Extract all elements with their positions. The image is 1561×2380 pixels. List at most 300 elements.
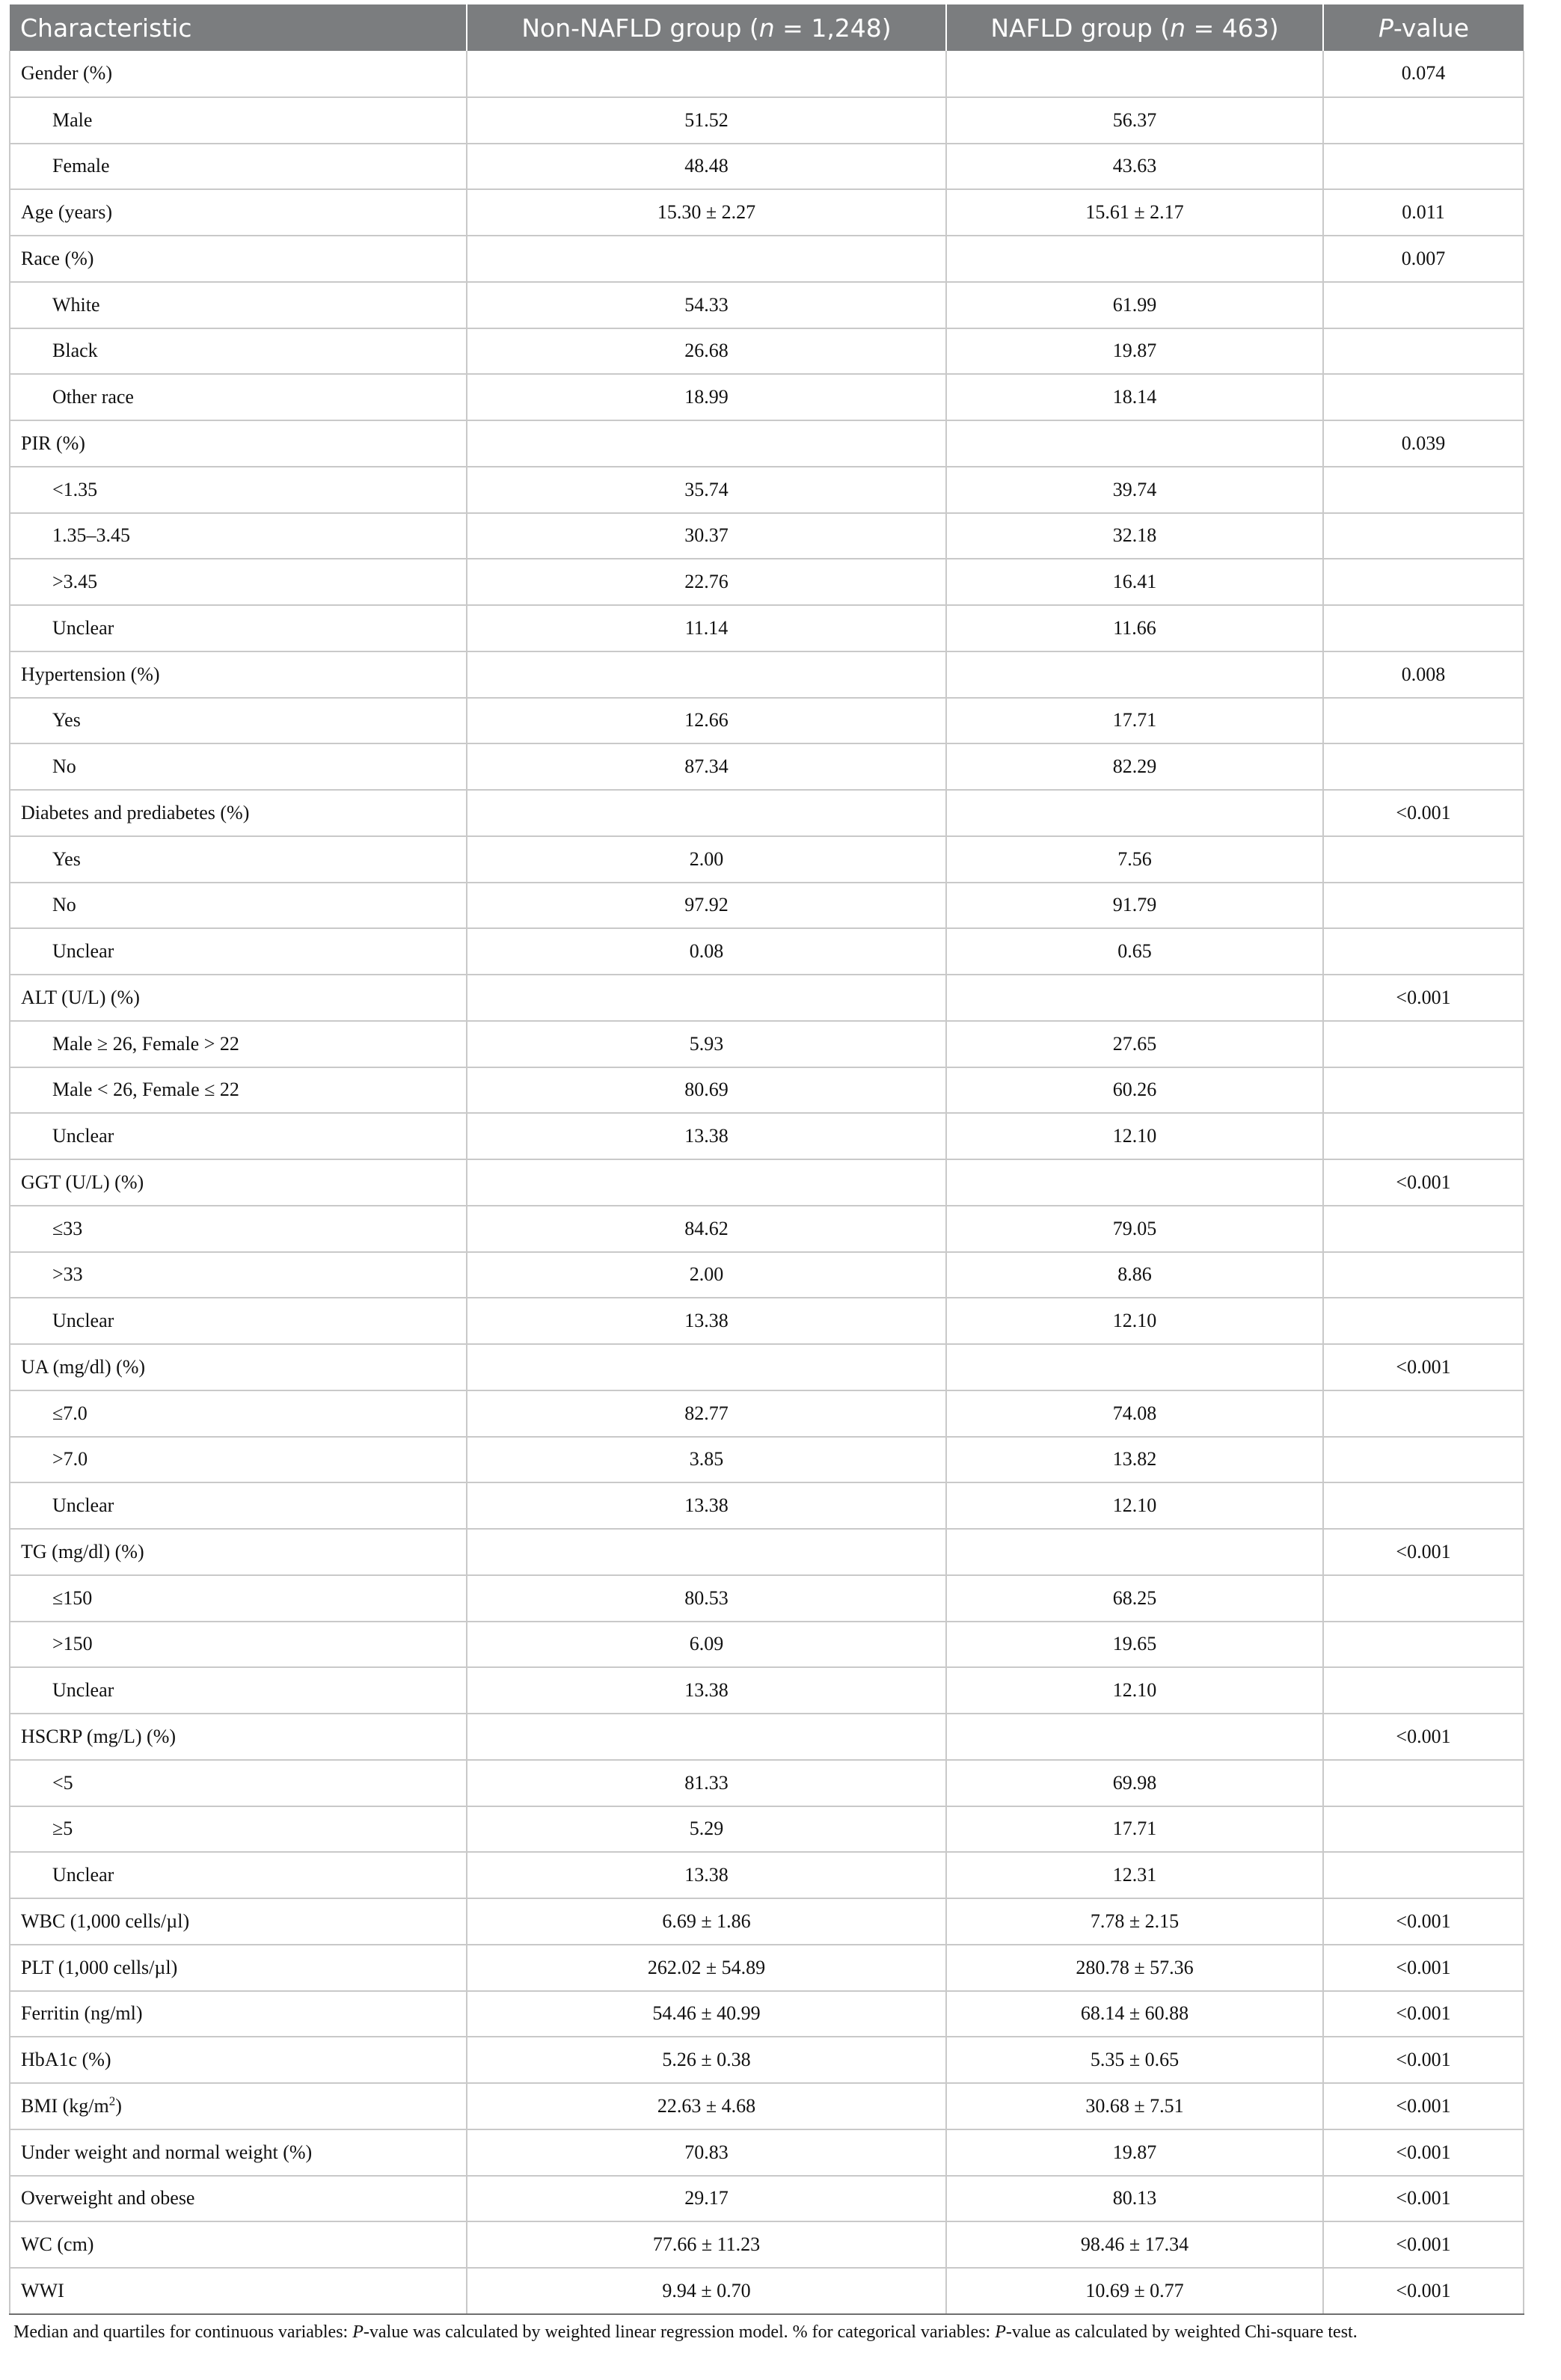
- p-value: [1323, 1252, 1524, 1298]
- nafld-value: 30.68 ± 7.51: [946, 2083, 1323, 2129]
- p-value: [1323, 1482, 1524, 1529]
- p-value: [1323, 605, 1524, 651]
- table-row: [10, 1482, 1524, 1529]
- row-label-text: Under weight and normal weight (%): [21, 2141, 313, 2163]
- non-nafld-value: 15.30 ± 2.27: [467, 189, 946, 236]
- non-nafld-value: 80.69: [467, 1067, 946, 1114]
- non-nafld-value: [467, 1714, 946, 1760]
- p-value: [1323, 1298, 1524, 1344]
- row-label-text: >33: [52, 1263, 83, 1286]
- row-label: [10, 1298, 467, 1344]
- row-label: [10, 1852, 467, 1898]
- nafld-value: [946, 1344, 1323, 1390]
- non-nafld-value: 97.92: [467, 883, 946, 929]
- table-row: [10, 1760, 1524, 1806]
- nafld-value: 12.31: [946, 1852, 1323, 1898]
- row-label: [10, 836, 467, 883]
- non-nafld-value: 13.38: [467, 1852, 946, 1898]
- p-value: [1323, 1437, 1524, 1483]
- nafld-value: 11.66: [946, 605, 1323, 651]
- table-row: [10, 513, 1524, 559]
- row-label: [10, 605, 467, 651]
- nafld-value: 13.82: [946, 1437, 1323, 1483]
- row-label-text: Yes: [52, 847, 81, 870]
- row-label: [10, 1252, 467, 1298]
- row-label-text: PLT (1,000 cells/µl): [21, 1956, 178, 1978]
- table-row: [10, 1390, 1524, 1437]
- non-nafld-value: 2.00: [467, 1252, 946, 1298]
- table-row: [10, 1991, 1524, 2037]
- table-row: [10, 1667, 1524, 1714]
- row-label: [10, 1898, 467, 1945]
- header-non-nafld-prefix: Non-NAFLD group (: [521, 13, 759, 43]
- p-value: [1323, 97, 1524, 144]
- header-nafld: [946, 4, 1323, 51]
- table-row: [10, 2129, 1524, 2176]
- non-nafld-value: [467, 975, 946, 1021]
- p-value: [1323, 1067, 1524, 1114]
- non-nafld-value: 6.69 ± 1.86: [467, 1898, 946, 1945]
- row-label: [10, 513, 467, 559]
- p-value: <0.001: [1323, 2037, 1524, 2083]
- row-label-text: ≥5: [52, 1818, 73, 1840]
- p-value: [1323, 1113, 1524, 1159]
- non-nafld-value: 0.08: [467, 928, 946, 975]
- nafld-value: 68.14 ± 60.88: [946, 1991, 1323, 2037]
- non-nafld-value: [467, 51, 946, 97]
- nafld-value: 79.05: [946, 1206, 1323, 1252]
- row-label-text: No: [52, 755, 76, 778]
- row-label-text: ≤7.0: [52, 1402, 88, 1424]
- row-label-text: HbA1c (%): [21, 2049, 111, 2071]
- table-row: [10, 790, 1524, 836]
- table-row: [10, 189, 1524, 236]
- table-row: [10, 420, 1524, 467]
- row-label-text: >7.0: [52, 1448, 88, 1470]
- row-label-text: Ferritin (ng/ml): [21, 2002, 143, 2025]
- table-row: [10, 883, 1524, 929]
- nafld-value: 27.65: [946, 1021, 1323, 1067]
- row-label-text: <1.35: [52, 478, 98, 500]
- header-p-value: [1323, 4, 1524, 51]
- table-row: [10, 328, 1524, 375]
- footnote-part2: -value was calculated by weighted linear regression model. % for categorical variables:: [363, 2322, 996, 2342]
- row-label-text: Unclear: [52, 616, 114, 639]
- nafld-value: 56.37: [946, 97, 1323, 144]
- row-label: [10, 189, 467, 236]
- footnote-p2: P: [995, 2322, 1006, 2342]
- p-value: [1323, 559, 1524, 605]
- table-row: [10, 1529, 1524, 1575]
- p-value: [1323, 1390, 1524, 1437]
- row-label: [10, 1021, 467, 1067]
- p-value: [1323, 836, 1524, 883]
- row-label: [10, 1529, 467, 1575]
- nafld-value: 18.14: [946, 374, 1323, 420]
- nafld-value: [946, 1714, 1323, 1760]
- non-nafld-value: [467, 651, 946, 698]
- row-label-after: ): [115, 2094, 122, 2117]
- row-label: [10, 698, 467, 744]
- row-label-text: >150: [52, 1633, 93, 1655]
- table-row: [10, 2037, 1524, 2083]
- row-label-text: Gender (%): [21, 62, 112, 85]
- nafld-value: 61.99: [946, 282, 1323, 328]
- p-value: <0.001: [1323, 1529, 1524, 1575]
- p-value: [1323, 282, 1524, 328]
- row-label: [10, 1437, 467, 1483]
- table-row: [10, 1298, 1524, 1344]
- nafld-value: 80.13: [946, 2176, 1323, 2222]
- table-header-row: [10, 4, 1524, 51]
- table-row: [10, 559, 1524, 605]
- row-label: [10, 467, 467, 513]
- header-non-nafld-suffix: = 1,248): [774, 13, 892, 43]
- row-label: [10, 1760, 467, 1806]
- row-label-text: Other race: [52, 386, 134, 408]
- table-row: [10, 1575, 1524, 1622]
- nafld-value: [946, 975, 1323, 1021]
- non-nafld-value: [467, 1344, 946, 1390]
- table-row: [10, 1252, 1524, 1298]
- row-label-text: Diabetes and prediabetes (%): [21, 801, 250, 824]
- table-body: [10, 51, 1524, 2314]
- non-nafld-value: 29.17: [467, 2176, 946, 2222]
- nafld-value: 12.10: [946, 1482, 1323, 1529]
- row-label-text: Black: [52, 340, 98, 362]
- p-value: <0.001: [1323, 790, 1524, 836]
- nafld-value: 12.10: [946, 1667, 1323, 1714]
- row-label-text: Hypertension (%): [21, 663, 160, 685]
- nafld-value: 32.18: [946, 513, 1323, 559]
- nafld-value: 12.10: [946, 1113, 1323, 1159]
- non-nafld-value: [467, 420, 946, 467]
- table-row: [10, 928, 1524, 975]
- non-nafld-value: 2.00: [467, 836, 946, 883]
- row-label: [10, 282, 467, 328]
- table-row: [10, 1714, 1524, 1760]
- non-nafld-value: [467, 1159, 946, 1206]
- non-nafld-value: 26.68: [467, 328, 946, 375]
- row-label-text: Unclear: [52, 940, 114, 963]
- nafld-value: 39.74: [946, 467, 1323, 513]
- p-value: [1323, 374, 1524, 420]
- non-nafld-value: [467, 790, 946, 836]
- non-nafld-value: 5.29: [467, 1806, 946, 1853]
- p-value: <0.001: [1323, 1945, 1524, 1991]
- row-label: [10, 51, 467, 97]
- row-label: [10, 236, 467, 282]
- non-nafld-value: 22.76: [467, 559, 946, 605]
- table-row: [10, 1206, 1524, 1252]
- p-value: 0.011: [1323, 189, 1524, 236]
- row-label: [10, 743, 467, 790]
- nafld-value: 74.08: [946, 1390, 1323, 1437]
- row-label: [10, 1344, 467, 1390]
- table-row: [10, 2268, 1524, 2314]
- table-row: [10, 743, 1524, 790]
- table-row: [10, 282, 1524, 328]
- p-value: <0.001: [1323, 2176, 1524, 2222]
- p-value: <0.001: [1323, 1714, 1524, 1760]
- table-row: [10, 1852, 1524, 1898]
- row-label: [10, 1206, 467, 1252]
- table-row: [10, 236, 1524, 282]
- row-label: [10, 1667, 467, 1714]
- table-row: [10, 467, 1524, 513]
- row-label-text: No: [52, 894, 76, 916]
- non-nafld-value: 18.99: [467, 374, 946, 420]
- non-nafld-value: 3.85: [467, 1437, 946, 1483]
- nafld-value: 69.98: [946, 1760, 1323, 1806]
- row-label-text: WWI: [21, 2279, 64, 2301]
- nafld-value: [946, 651, 1323, 698]
- row-label-text: Overweight and obese: [21, 2187, 195, 2209]
- row-label-text: Unclear: [52, 1494, 114, 1517]
- table-row: [10, 2083, 1524, 2129]
- header-p-suffix: -value: [1393, 13, 1470, 43]
- non-nafld-value: 87.34: [467, 743, 946, 790]
- row-label: [10, 144, 467, 190]
- nafld-value: 91.79: [946, 883, 1323, 929]
- row-label: [10, 2268, 467, 2314]
- non-nafld-value: 51.52: [467, 97, 946, 144]
- non-nafld-value: 13.38: [467, 1667, 946, 1714]
- nafld-value: 16.41: [946, 559, 1323, 605]
- nafld-value: 8.86: [946, 1252, 1323, 1298]
- nafld-value: 0.65: [946, 928, 1323, 975]
- non-nafld-value: [467, 1529, 946, 1575]
- p-value: [1323, 928, 1524, 975]
- table-row: [10, 1898, 1524, 1945]
- nafld-value: [946, 1159, 1323, 1206]
- non-nafld-value: 5.26 ± 0.38: [467, 2037, 946, 2083]
- header-non-nafld-n: n: [758, 13, 775, 43]
- p-value: [1323, 467, 1524, 513]
- non-nafld-value: 48.48: [467, 144, 946, 190]
- p-value: 0.007: [1323, 236, 1524, 282]
- row-label: [10, 790, 467, 836]
- footnote-part1: Median and quartiles for continuous variables:: [13, 2322, 353, 2342]
- row-label: [10, 2129, 467, 2176]
- p-value: [1323, 743, 1524, 790]
- row-label-text: Age (years): [21, 201, 112, 224]
- row-label-text: >3.45: [52, 571, 98, 593]
- table-row: [10, 1622, 1524, 1668]
- non-nafld-value: 82.77: [467, 1390, 946, 1437]
- nafld-value: [946, 790, 1323, 836]
- p-value: [1323, 144, 1524, 190]
- table-row: [10, 836, 1524, 883]
- row-label-text: Male ≥ 26, Female > 22: [52, 1032, 239, 1055]
- table-row: [10, 1113, 1524, 1159]
- characteristics-table: [9, 4, 1524, 2315]
- table-row: [10, 605, 1524, 651]
- table-row: [10, 1806, 1524, 1853]
- header-characteristic: Characteristic: [10, 4, 467, 51]
- non-nafld-value: 9.94 ± 0.70: [467, 2268, 946, 2314]
- non-nafld-value: 12.66: [467, 698, 946, 744]
- table-row: [10, 144, 1524, 190]
- row-label: [10, 2083, 467, 2129]
- header-p-italic: P: [1378, 13, 1393, 43]
- row-label: [10, 1482, 467, 1529]
- row-label: [10, 1113, 467, 1159]
- non-nafld-value: 81.33: [467, 1760, 946, 1806]
- table-row: [10, 1159, 1524, 1206]
- table-row: [10, 1945, 1524, 1991]
- nafld-value: [946, 236, 1323, 282]
- nafld-value: 7.78 ± 2.15: [946, 1898, 1323, 1945]
- nafld-value: 68.25: [946, 1575, 1323, 1622]
- nafld-value: [946, 1529, 1323, 1575]
- nafld-value: 10.69 ± 0.77: [946, 2268, 1323, 2314]
- row-label: [10, 1945, 467, 1991]
- p-value: [1323, 1575, 1524, 1622]
- row-label-text: <5: [52, 1771, 73, 1794]
- row-label-text: Unclear: [52, 1679, 114, 1702]
- nafld-value: 5.35 ± 0.65: [946, 2037, 1323, 2083]
- non-nafld-value: 13.38: [467, 1113, 946, 1159]
- row-label-text: Male < 26, Female ≤ 22: [52, 1079, 239, 1101]
- p-value: 0.074: [1323, 51, 1524, 97]
- p-value: <0.001: [1323, 2083, 1524, 2129]
- p-value: <0.001: [1323, 1898, 1524, 1945]
- non-nafld-value: 35.74: [467, 467, 946, 513]
- footnote-part3: -value as calculated by weighted Chi-square test.: [1005, 2322, 1358, 2342]
- table-row: [10, 698, 1524, 744]
- nafld-value: 43.63: [946, 144, 1323, 190]
- row-label-text: 1.35–3.45: [52, 524, 130, 547]
- table-row: [10, 374, 1524, 420]
- nafld-value: [946, 420, 1323, 467]
- row-label: [10, 1991, 467, 2037]
- row-label-text: ALT (U/L) (%): [21, 986, 140, 1008]
- non-nafld-value: 54.46 ± 40.99: [467, 1991, 946, 2037]
- row-label-text: Race (%): [21, 247, 94, 269]
- p-value: [1323, 513, 1524, 559]
- row-label: [10, 2176, 467, 2222]
- table-row: [10, 975, 1524, 1021]
- table-row: [10, 1437, 1524, 1483]
- row-label-text: Male: [52, 108, 93, 131]
- nafld-value: 98.46 ± 17.34: [946, 2221, 1323, 2268]
- row-label: [10, 928, 467, 975]
- row-label-text: HSCRP (mg/L) (%): [21, 1725, 177, 1747]
- p-value: <0.001: [1323, 975, 1524, 1021]
- row-label-text: BMI (kg/m: [21, 2094, 109, 2117]
- p-value: [1323, 1021, 1524, 1067]
- non-nafld-value: 80.53: [467, 1575, 946, 1622]
- non-nafld-value: 77.66 ± 11.23: [467, 2221, 946, 2268]
- row-label-text: WBC (1,000 cells/µl): [21, 1910, 190, 1932]
- nafld-value: 19.87: [946, 328, 1323, 375]
- p-value: [1323, 1622, 1524, 1668]
- row-label: [10, 1806, 467, 1853]
- p-value: [1323, 883, 1524, 929]
- row-label-text: WC (cm): [21, 2233, 94, 2256]
- p-value: <0.001: [1323, 2221, 1524, 2268]
- row-label-text: UA (mg/dl) (%): [21, 1355, 146, 1378]
- p-value: 0.008: [1323, 651, 1524, 698]
- row-label-text: Unclear: [52, 1864, 114, 1886]
- row-label: [10, 420, 467, 467]
- nafld-value: 17.71: [946, 1806, 1323, 1853]
- non-nafld-value: 70.83: [467, 2129, 946, 2176]
- row-label-text: GGT (U/L) (%): [21, 1171, 144, 1193]
- nafld-value: 12.10: [946, 1298, 1323, 1344]
- p-value: [1323, 1206, 1524, 1252]
- p-value: [1323, 328, 1524, 375]
- row-label: [10, 328, 467, 375]
- nafld-value: 82.29: [946, 743, 1323, 790]
- row-label: [10, 1067, 467, 1114]
- nafld-value: 17.71: [946, 698, 1323, 744]
- row-label-text: White: [52, 293, 100, 316]
- p-value: <0.001: [1323, 2129, 1524, 2176]
- p-value: [1323, 1806, 1524, 1853]
- p-value: [1323, 1760, 1524, 1806]
- row-label: [10, 1159, 467, 1206]
- footnote-p1: P: [352, 2322, 364, 2342]
- non-nafld-value: 6.09: [467, 1622, 946, 1668]
- row-label: [10, 1575, 467, 1622]
- nafld-value: 7.56: [946, 836, 1323, 883]
- row-label-text: ≤33: [52, 1217, 83, 1239]
- non-nafld-value: 13.38: [467, 1298, 946, 1344]
- non-nafld-value: [467, 236, 946, 282]
- p-value: [1323, 698, 1524, 744]
- row-label-text: ≤150: [52, 1586, 93, 1609]
- table-container: [9, 4, 1523, 2343]
- row-label: [10, 374, 467, 420]
- header-nafld-suffix: = 463): [1186, 13, 1279, 43]
- p-value: <0.001: [1323, 2268, 1524, 2314]
- row-label: [10, 1622, 467, 1668]
- non-nafld-value: 54.33: [467, 282, 946, 328]
- non-nafld-value: 13.38: [467, 1482, 946, 1529]
- row-label-text: TG (mg/dl) (%): [21, 1540, 144, 1562]
- non-nafld-value: 22.63 ± 4.68: [467, 2083, 946, 2129]
- table-row: [10, 2221, 1524, 2268]
- header-nafld-prefix: NAFLD group (: [990, 13, 1171, 43]
- nafld-value: [946, 51, 1323, 97]
- p-value: [1323, 1667, 1524, 1714]
- nafld-value: 19.87: [946, 2129, 1323, 2176]
- nafld-value: 280.78 ± 57.36: [946, 1945, 1323, 1991]
- non-nafld-value: 30.37: [467, 513, 946, 559]
- table-row: [10, 651, 1524, 698]
- table-row: [10, 2176, 1524, 2222]
- row-label-superscript: 2: [108, 2094, 116, 2108]
- table-row: [10, 51, 1524, 97]
- row-label: [10, 1390, 467, 1437]
- row-label: [10, 975, 467, 1021]
- header-non-nafld: [467, 4, 946, 51]
- table-row: [10, 1344, 1524, 1390]
- row-label-text: Unclear: [52, 1125, 114, 1147]
- p-value: <0.001: [1323, 1344, 1524, 1390]
- row-label-text: PIR (%): [21, 432, 85, 454]
- non-nafld-value: 84.62: [467, 1206, 946, 1252]
- table-row: [10, 1021, 1524, 1067]
- non-nafld-value: 5.93: [467, 1021, 946, 1067]
- row-label-text: Unclear: [52, 1310, 114, 1332]
- nafld-value: 19.65: [946, 1622, 1323, 1668]
- row-label-text: Yes: [52, 709, 81, 732]
- row-label: [10, 97, 467, 144]
- p-value: <0.001: [1323, 1159, 1524, 1206]
